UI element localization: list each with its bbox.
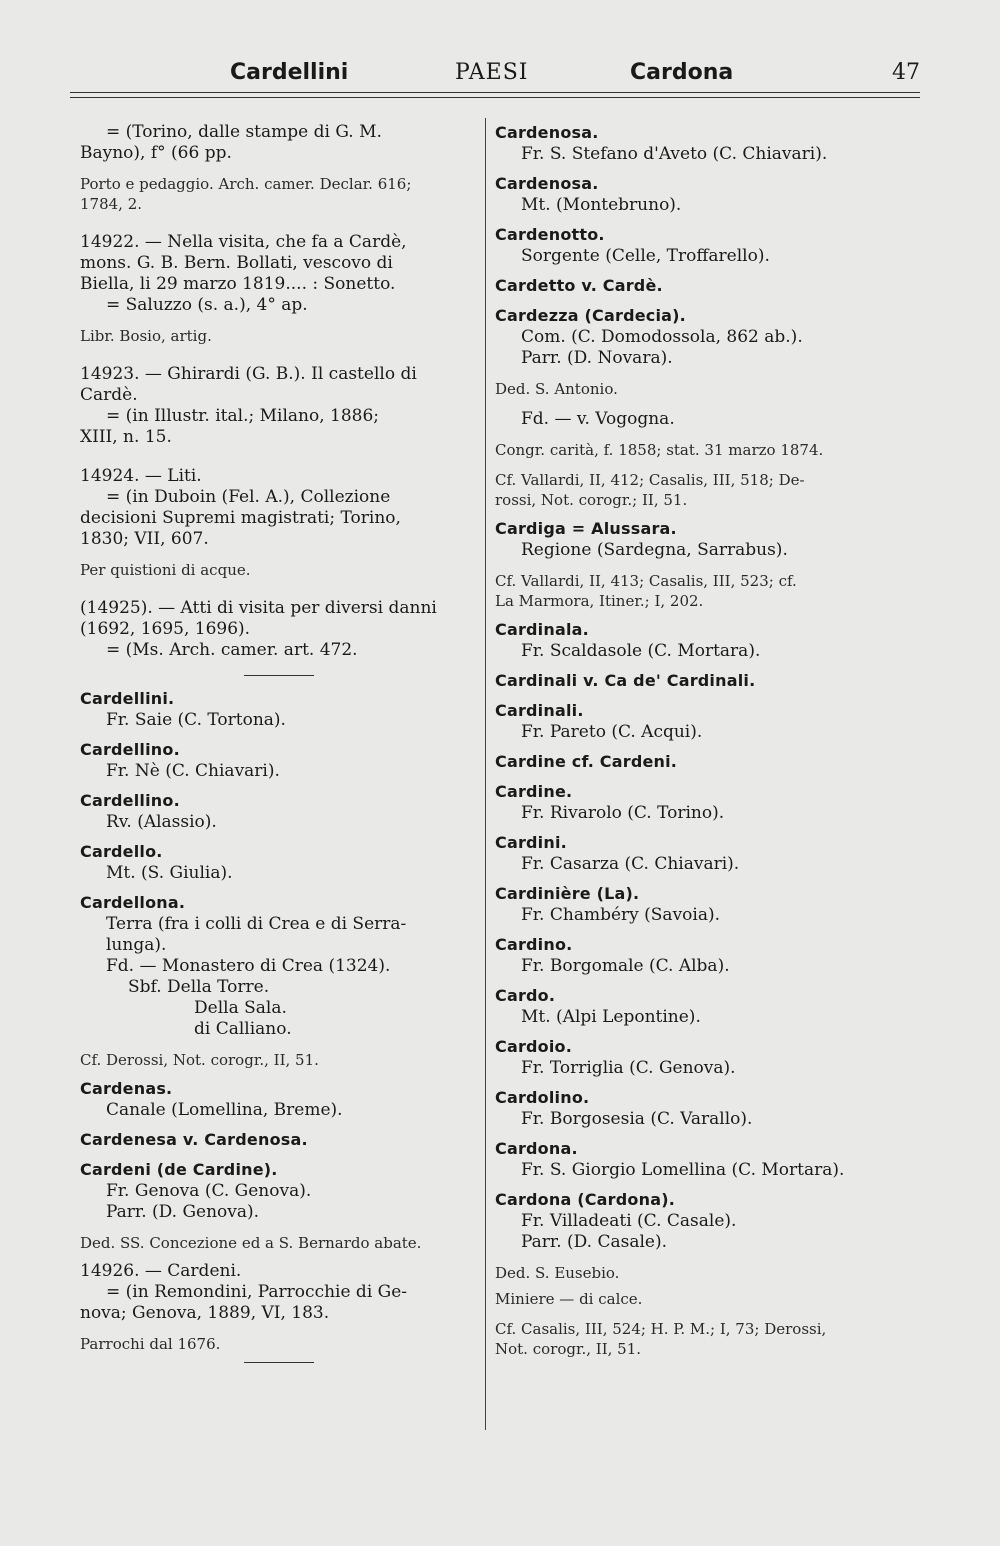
entry — [495, 1138, 910, 1181]
text-line: Fr. Chambéry (Savoia). — [521, 905, 721, 925]
note-line: Parrochi dal 1676. — [80, 1335, 221, 1353]
entry — [495, 934, 910, 977]
note-line: Ded. S. Eusebio. — [495, 1264, 620, 1282]
text-line: Bayno), f° (66 pp. — [80, 143, 232, 163]
text-line: Canale (Lomellina, Breme). — [106, 1100, 343, 1120]
note-line: Per quistioni di acque. — [80, 561, 251, 579]
entry — [80, 790, 478, 833]
note-line: Porto e pedaggio. Arch. camer. Declar. 616; — [80, 175, 412, 193]
text-line: XIII, n. 15. — [80, 427, 172, 447]
header-rule-top — [70, 92, 920, 93]
text-line: Della Sala. — [194, 998, 287, 1018]
entry — [80, 364, 478, 448]
text-line: mons. G. B. Bern. Bollati, vescovo di — [80, 253, 393, 273]
text-line: Cardè. — [80, 385, 138, 405]
headword: Cardenas. — [80, 1079, 173, 1098]
text-line: Fr. Nè (C. Chiavari). — [106, 761, 280, 781]
text-line: = (in Duboin (Fel. A.), Collezione — [106, 487, 391, 507]
note-line: Cf. Vallardi, II, 412; Casalis, III, 518; De- — [495, 471, 805, 489]
text-line: = Saluzzo (s. a.), 4° ap. — [106, 295, 308, 315]
entry — [495, 700, 910, 743]
entry — [80, 892, 478, 1070]
text-line: Parr. (D. Casale). — [521, 1232, 668, 1252]
entry — [495, 122, 910, 165]
note-line: Cf. Vallardi, II, 413; Casalis, III, 523; cf. — [495, 572, 797, 590]
entry — [495, 832, 910, 875]
headword: Cardini. — [495, 833, 567, 852]
entry — [495, 1036, 910, 1079]
note-line: Cf. Derossi, Not. corogr., II, 51. — [80, 1051, 319, 1069]
text-line: Com. (C. Domodossola, 862 ab.). — [521, 327, 803, 347]
header-right-term: Cardona — [630, 60, 734, 85]
separator — [244, 1362, 314, 1363]
text-line: Fr. Scaldasole (C. Mortara). — [521, 641, 761, 661]
entry — [80, 841, 478, 884]
entry — [80, 1129, 478, 1151]
headword: Cardenesa v. Cardenosa. — [80, 1130, 308, 1149]
headword: Cardenosa. — [495, 123, 599, 142]
text-line: Fr. Borgosesia (C. Varallo). — [521, 1109, 753, 1129]
headword: Cardellino. — [80, 740, 180, 759]
page-number: 47 — [892, 60, 920, 85]
headword: Cardello. — [80, 842, 163, 861]
text-line: Fd. — v. Vogogna. — [521, 409, 675, 429]
note-line: rossi, Not. corogr.; II, 51. — [495, 491, 688, 509]
note-line: Congr. carità, f. 1858; stat. 31 marzo 1874. — [495, 441, 824, 459]
entry — [495, 985, 910, 1028]
note-line: Not. corogr., II, 51. — [495, 1340, 642, 1358]
entry — [495, 275, 910, 297]
text-line: Terra (fra i colli di Crea e di Serra- — [106, 914, 407, 934]
entry — [495, 751, 910, 773]
headword: Cardine cf. Cardeni. — [495, 752, 678, 771]
text-line: Biella, li 29 marzo 1819.... : Sonetto. — [80, 274, 396, 294]
entry — [495, 670, 910, 692]
text-line: Fr. Villadeati (C. Casale). — [521, 1211, 737, 1231]
text-line: Parr. (D. Genova). — [106, 1202, 260, 1222]
text-line: 14924. — Liti. — [80, 466, 202, 486]
entry — [495, 619, 910, 662]
headword: Cardellino. — [80, 791, 180, 810]
note-line: Ded. S. Antonio. — [495, 380, 618, 398]
text-line: (14925). — Atti di visita per diversi danni — [80, 598, 437, 618]
text-line: Regione (Sardegna, Sarrabus). — [521, 540, 788, 560]
header-section: PAESI — [455, 60, 529, 85]
entry — [495, 173, 910, 216]
headword: Cardo. — [495, 986, 556, 1005]
entry — [495, 1189, 910, 1359]
headword: Cardona. — [495, 1139, 578, 1158]
entry — [495, 305, 910, 510]
headword: Cardine. — [495, 782, 573, 801]
text-line: (1692, 1695, 1696). — [80, 619, 251, 639]
note-line: La Marmora, Itiner.; I, 202. — [495, 592, 704, 610]
text-line: Fr. S. Giorgio Lomellina (C. Mortara). — [521, 1160, 845, 1180]
text-line: 14923. — Ghirardi (G. B.). Il castello di — [80, 364, 417, 384]
text-line: Fr. Borgomale (C. Alba). — [521, 956, 730, 976]
note-line: Ded. SS. Concezione ed a S. Bernardo abate. — [80, 1234, 422, 1252]
headword: Cardiga = Alussara. — [495, 519, 677, 538]
entry — [495, 781, 910, 824]
header-left-term: Cardellini — [230, 60, 349, 85]
text-line: Fr. Pareto (C. Acqui). — [521, 722, 703, 742]
header-rule-bottom — [70, 97, 920, 98]
entry — [80, 688, 478, 731]
text-line: Fr. Saie (C. Tortona). — [106, 710, 286, 730]
headword: Cardezza (Cardecia). — [495, 306, 686, 325]
headword: Cardinali. — [495, 701, 584, 720]
text-line: Mt. (Alpi Lepontine). — [521, 1007, 701, 1027]
text-line: Fr. Rivarolo (C. Torino). — [521, 803, 725, 823]
text-line: lunga). — [106, 935, 167, 955]
running-header — [70, 58, 920, 92]
left-column — [80, 122, 478, 1363]
note-line: Libr. Bosio, artig. — [80, 327, 212, 345]
note-line: 1784, 2. — [80, 195, 143, 213]
text-line: Fr. Casarza (C. Chiavari). — [521, 854, 740, 874]
entry — [80, 1159, 478, 1253]
headword: Cardinière (La). — [495, 884, 640, 903]
entry — [495, 518, 910, 611]
headword: Cardellini. — [80, 689, 175, 708]
note-line: Cf. Casalis, III, 524; H. P. M.; I, 73; Derossi, — [495, 1320, 827, 1338]
text-line: di Calliano. — [194, 1019, 292, 1039]
note-line: Miniere — di calce. — [495, 1290, 643, 1308]
entry — [80, 232, 478, 346]
text-line: = (in Remondini, Parrocchie di Ge- — [106, 1282, 408, 1302]
entry — [80, 122, 478, 214]
headword: Cardinala. — [495, 620, 589, 639]
right-column — [495, 122, 910, 1367]
text-line: Fr. Genova (C. Genova). — [106, 1181, 312, 1201]
entry — [495, 883, 910, 926]
headword: Cardolino. — [495, 1088, 590, 1107]
column-divider — [485, 118, 486, 1430]
headword: Cardellona. — [80, 893, 186, 912]
headword: Cardinali v. Ca de' Cardinali. — [495, 671, 756, 690]
text-line: 1830; VII, 607. — [80, 529, 209, 549]
text-line: Mt. (S. Giulia). — [106, 863, 233, 883]
text-line: 14922. — Nella visita, che fa a Cardè, — [80, 232, 407, 252]
text-line: Parr. (D. Novara). — [521, 348, 673, 368]
text-line: Sorgente (Celle, Troffarello). — [521, 246, 770, 266]
text-line: = (Torino, dalle stampe di G. M. — [106, 122, 382, 142]
headword: Cardeni (de Cardine). — [80, 1160, 278, 1179]
text-line: Mt. (Montebruno). — [521, 195, 682, 215]
headword: Cardona (Cardona). — [495, 1190, 675, 1209]
text-line: Fr. S. Stefano d'Aveto (C. Chiavari). — [521, 144, 828, 164]
headword: Cardenotto. — [495, 225, 605, 244]
entry — [495, 224, 910, 267]
entry — [495, 1087, 910, 1130]
text-line: Fr. Torriglia (C. Genova). — [521, 1058, 736, 1078]
separator — [244, 675, 314, 676]
headword: Cardenosa. — [495, 174, 599, 193]
text-line: Fd. — Monastero di Crea (1324). — [106, 956, 391, 976]
entry — [80, 739, 478, 782]
headword: Cardoio. — [495, 1037, 573, 1056]
headword: Cardetto v. Cardè. — [495, 276, 663, 295]
entry — [80, 598, 478, 661]
text-line: Rv. (Alassio). — [106, 812, 217, 832]
text-line: = (in Illustr. ital.; Milano, 1886; — [106, 406, 380, 426]
entry — [80, 1261, 478, 1354]
entry — [80, 1078, 478, 1121]
headword: Cardino. — [495, 935, 573, 954]
entry — [80, 466, 478, 580]
text-line: 14926. — Cardeni. — [80, 1261, 242, 1281]
text-line: decisioni Supremi magistrati; Torino, — [80, 508, 401, 528]
text-line: = (Ms. Arch. camer. art. 472. — [106, 640, 358, 660]
text-line: nova; Genova, 1889, VI, 183. — [80, 1303, 330, 1323]
text-line: Sbf. Della Torre. — [128, 977, 270, 997]
